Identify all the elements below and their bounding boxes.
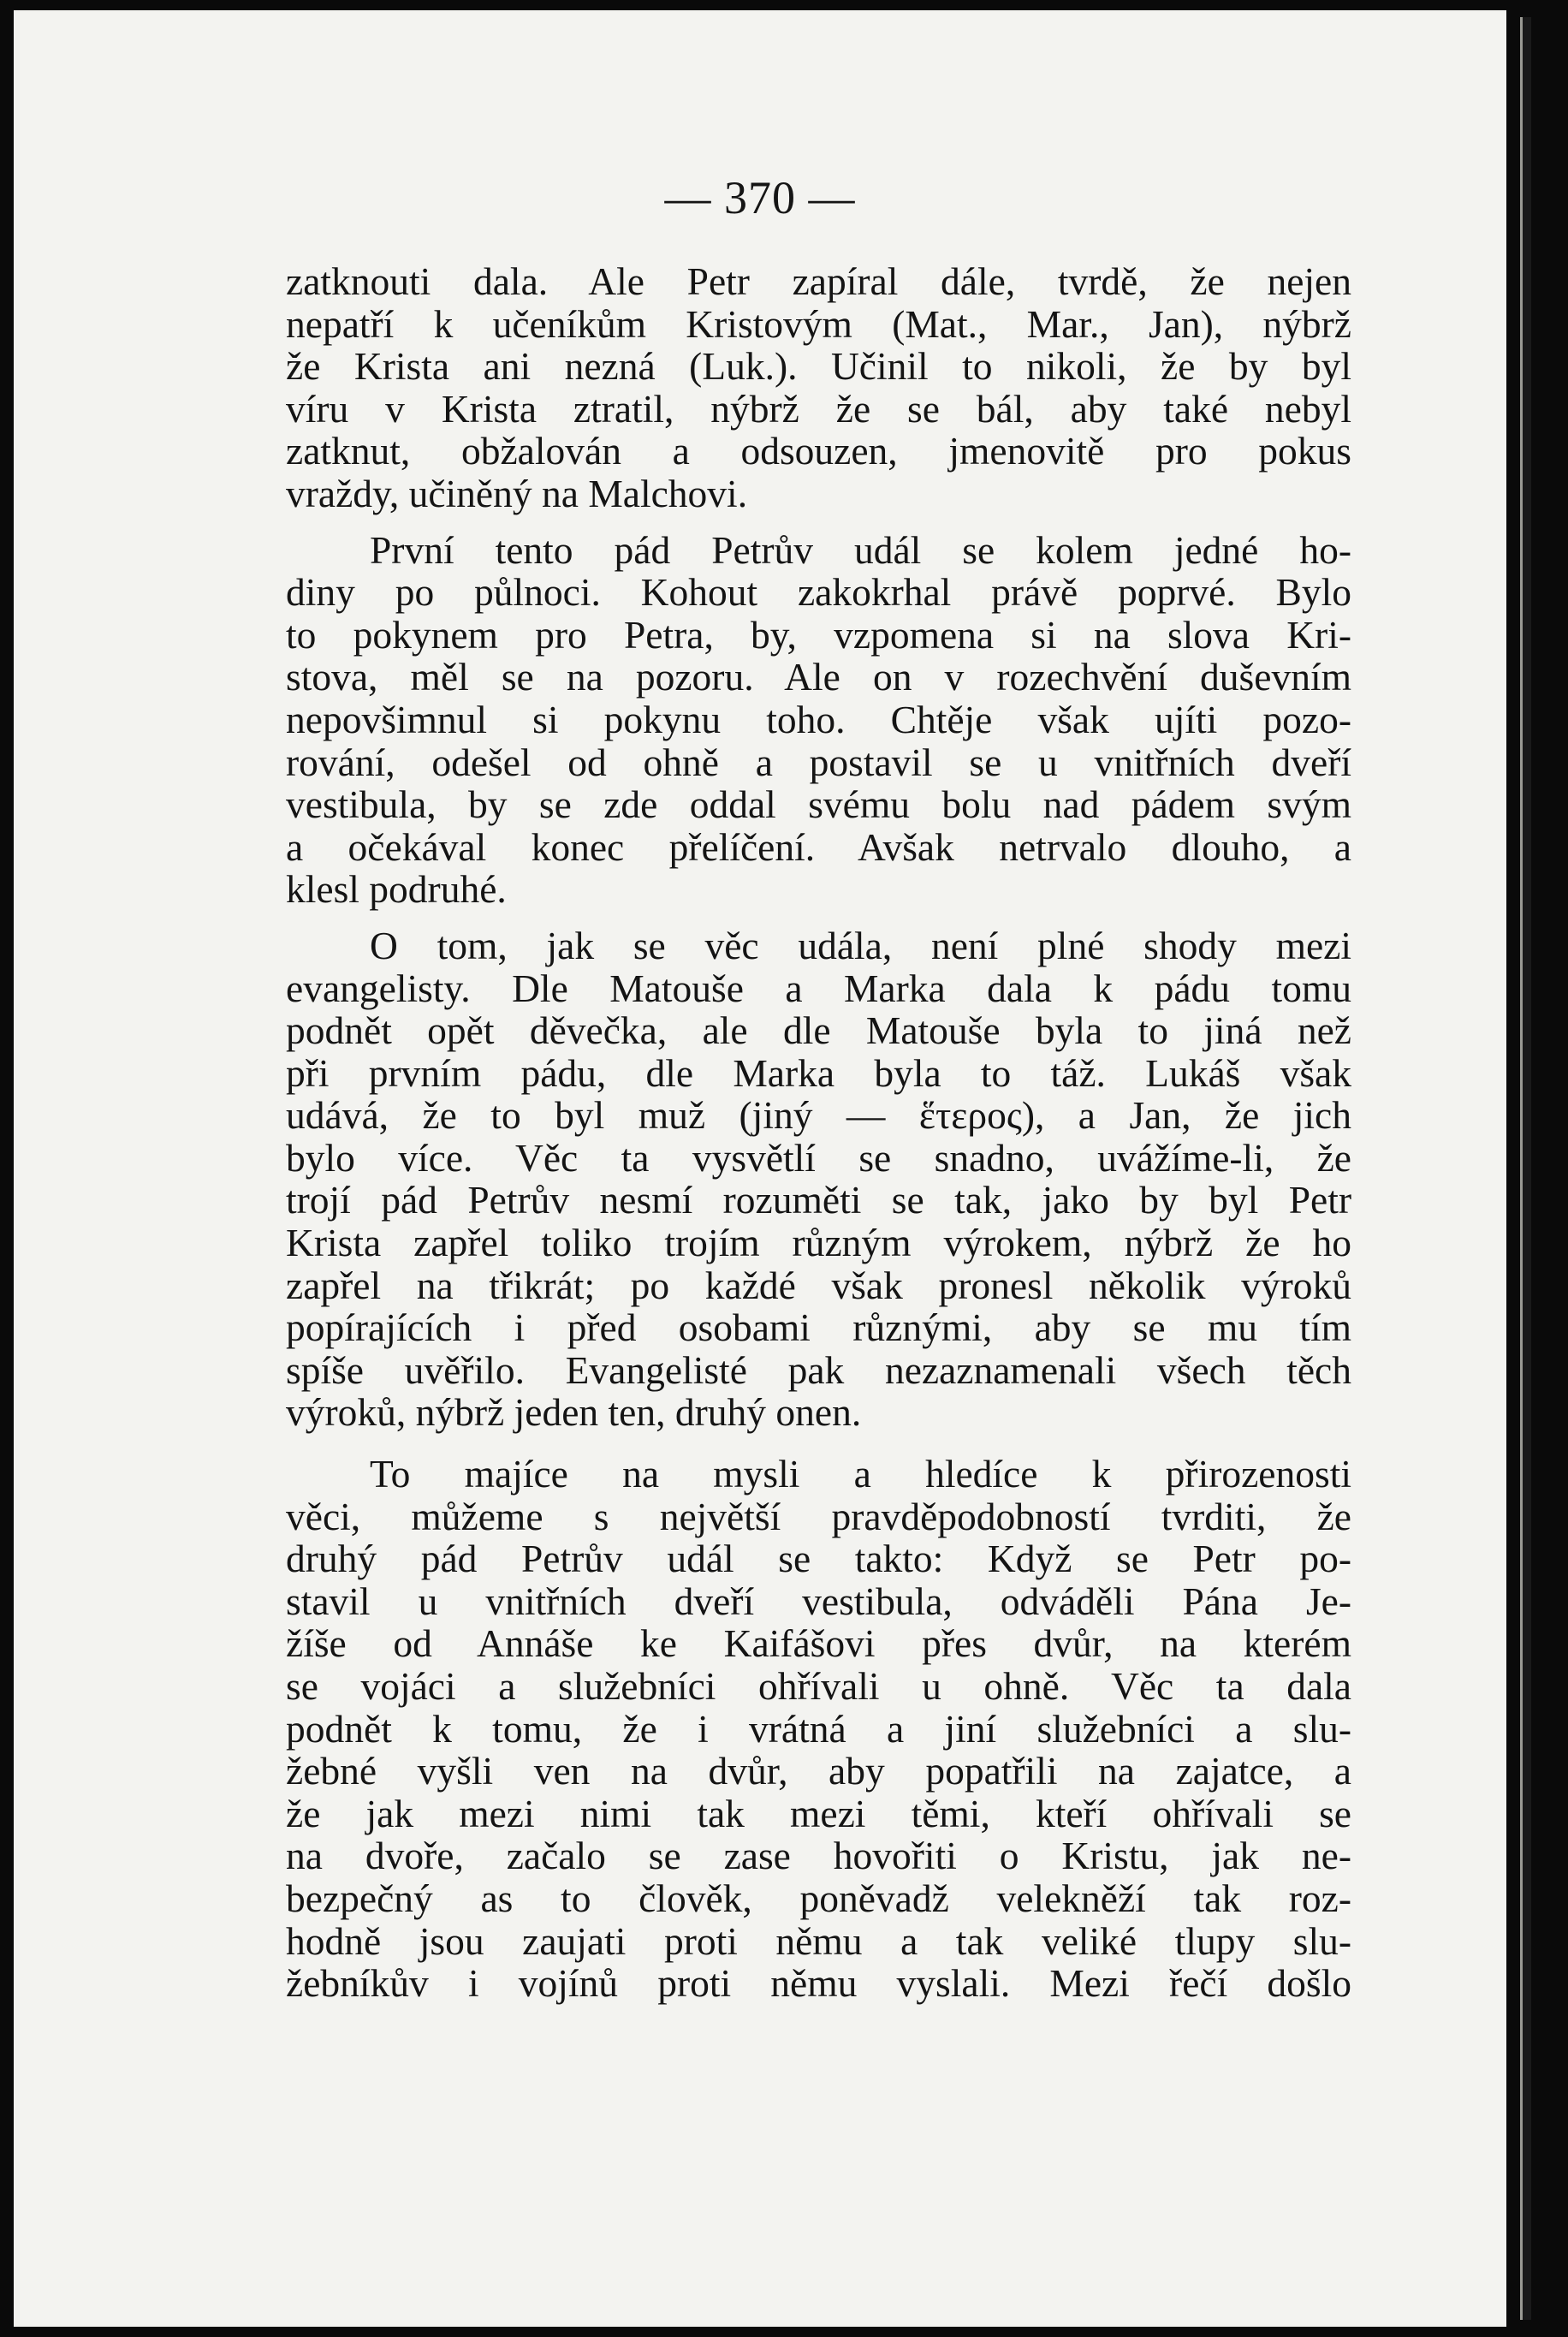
paragraph (286, 925, 1351, 1434)
text-line: se vojáci a služebníci ohřívali u ohně. Věc ta dala (286, 1664, 1351, 1708)
paragraph (286, 1453, 1351, 2005)
text-line: že jak mezi nimi tak mezi těmi, kteří ohřívali se (286, 1791, 1351, 1835)
text-line: víru v Krista ztratil, nýbrž že se bál, aby také nebyl (286, 386, 1351, 431)
text-line: hodně jsou zaujati proti němu a tak veliké tlupy slu- (286, 1918, 1351, 1963)
text-line: podnět opět děvečka, ale dle Matouše byla to jiná než (286, 1008, 1351, 1053)
text-line: na dvoře, začalo se zase hovořiti o Kristu, jak ne- (286, 1834, 1351, 1878)
text-line: žebníkův i vojínů proti němu vyslali. Mezi řečí došlo (286, 1961, 1351, 2006)
text-line: zatknouti dala. Ale Petr zapíral dále, tvrdě, že nejen (286, 259, 1351, 303)
adjacent-page-edge (1520, 17, 1531, 2320)
text-line: podnět k tomu, že i vrátná a jiní služebníci a slu- (286, 1706, 1351, 1751)
text-line: žíše od Annáše ke Kaifášovi přes dvůr, na kterém (286, 1621, 1351, 1666)
text-line: druhý pád Petrův udál se takto: Když se Petr po- (286, 1537, 1351, 1581)
text-line: bezpečný as to člověk, poněvadž velekněží tak roz- (286, 1876, 1351, 1920)
text-line: vraždy, učiněný na Malchovi. (286, 471, 748, 515)
paragraph (286, 260, 1351, 515)
text-line: žebné vyšli ven na dvůr, aby popatřili na zajatce, a (286, 1749, 1351, 1793)
text-line: bylo více. Věc ta vysvětlí se snadno, uvážíme-li, že (286, 1135, 1351, 1180)
text-line: O tom, jak se věc udála, není plné shody mezi (370, 923, 1351, 967)
text-line: stova, měl se na pozoru. Ale on v rozechvění duševním (286, 655, 1351, 699)
text-line: Krista zapřel toliko trojím různým výrokem, nýbrž že ho (286, 1221, 1351, 1265)
text-line: že Krista ani nezná (Luk.). Učinil to nikoli, že by byl (286, 344, 1351, 389)
text-line: věci, můžeme s největší pravděpodobností tvrditi, že (286, 1494, 1351, 1538)
text-line: a očekával konec přelíčení. Avšak netrvalo dlouho, a (286, 824, 1351, 869)
text-line: trojí pád Petrův nesmí rozuměti se tak, jako by byl Petr (286, 1178, 1351, 1222)
text-line: zatknut, obžalován a odsouzen, jmenovitě pro pokus (286, 429, 1351, 473)
text-line: při prvním pádu, dle Marka byla to táž. Lukáš však (286, 1050, 1351, 1095)
text-line: vestibula, by se zde oddal svému bolu nad pádem svým (286, 782, 1351, 827)
text-line: popírajících i před osobami různými, aby se mu tím (286, 1305, 1351, 1350)
text-line: spíše uvěřilo. Evangelisté pak nezaznamenali všech těch (286, 1347, 1351, 1392)
text-line: diny po půlnoci. Kohout zakokrhal právě poprvé. Bylo (286, 570, 1351, 615)
text-line: to pokynem pro Petra, by, vzpomena si na slova Kri- (286, 612, 1351, 657)
text-line: evangelisty. Dle Matouše a Marka dala k pádu tomu (286, 966, 1351, 1010)
text-line: rování, odešel od ohně a postavil se u vnitřních dveří (286, 740, 1351, 784)
page-number: — 370 — (664, 172, 856, 223)
text-line: zapřel na třikrát; po každé však pronesl několik výroků (286, 1263, 1351, 1307)
text-line: výroků, nýbrž jeden ten, druhý onen. (286, 1390, 862, 1435)
paragraph (286, 529, 1351, 911)
text-line: nepatří k učeníkům Kristovým (Mat., Mar., Jan), nýbrž (286, 301, 1351, 346)
text-line: První tento pád Petrův udál se kolem jedné ho- (370, 527, 1351, 572)
text-line: stavil u vnitřních dveří vestibula, odváděli Pána Je- (286, 1579, 1351, 1623)
text-line: nepovšimnul si pokynu toho. Chtěje však ujíti pozo- (286, 697, 1351, 741)
text-line: klesl podruhé. (286, 867, 507, 912)
body-text (286, 260, 1351, 2005)
text-line: udává, že to byl muž (jiný — ἕτερος), a Jan, že jich (286, 1093, 1351, 1138)
book-page (14, 10, 1506, 2327)
text-line: To majíce na mysli a hledíce k přirozenosti (370, 1452, 1351, 1496)
